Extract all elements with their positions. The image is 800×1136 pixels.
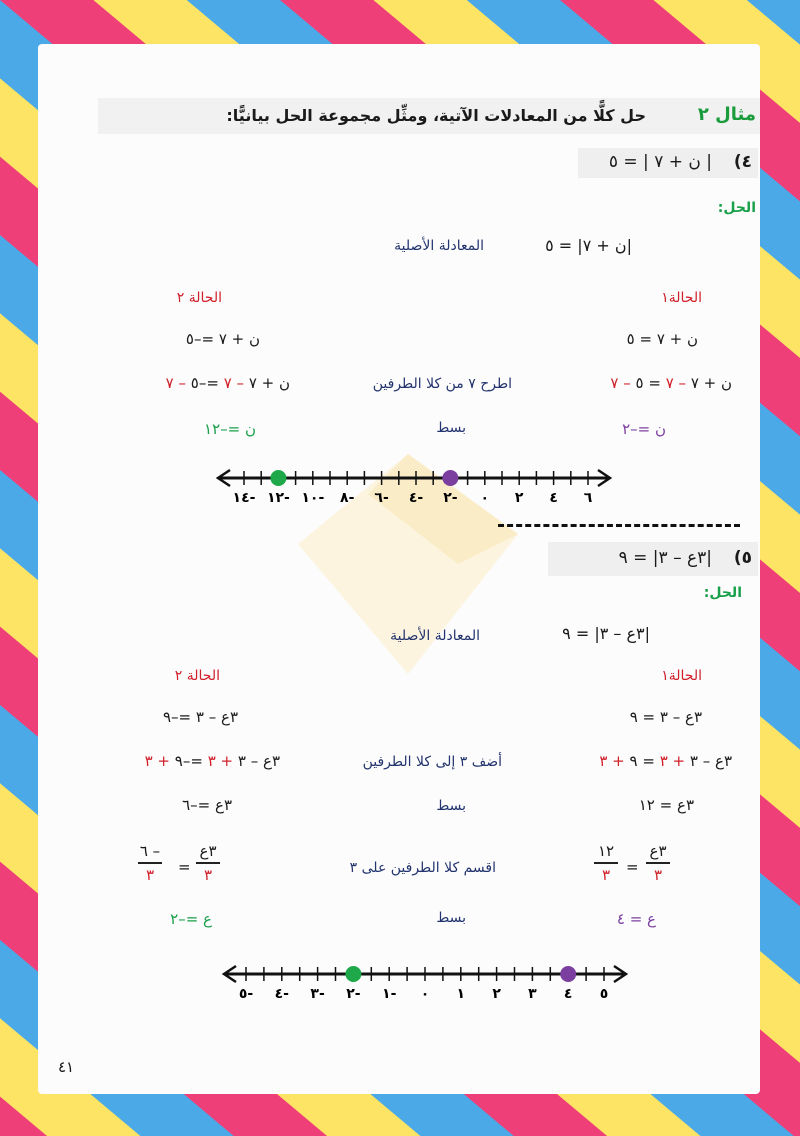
tick-label: ٤- (274, 986, 289, 1002)
p4-c1-l2a: ن + ٧ (690, 374, 732, 392)
p5-c1-lhs-num: ٣ع (649, 842, 667, 860)
p5-case2-result: ع =–٢ (170, 910, 212, 928)
p5-case2-frac-lhs (196, 842, 220, 884)
p5-step-simplify-1: بسط (436, 798, 466, 814)
fraction-bar (594, 862, 618, 864)
p5-case2-line3: ٣ع =–٦ (182, 796, 232, 814)
p5-c1-lhs-den: ٣ (653, 866, 663, 884)
problem5-solution-label: الحل: (703, 585, 742, 601)
p5-case1-frac-rhs (594, 842, 618, 884)
tick-label: ٤ (563, 986, 573, 1002)
tick-label: ١٠- (301, 490, 325, 506)
p4-case1-line2 (610, 374, 732, 392)
tick-label: ١٢- (266, 490, 290, 506)
p5-case1-frac-lhs (646, 842, 670, 884)
tick-label: ٢- (346, 986, 361, 1002)
tick-label: ٣- (310, 986, 325, 1002)
p5-case1-title: الحالة١ (661, 668, 702, 684)
problem4-equation: | ن + ٧ | = ٥ (608, 152, 712, 172)
p5-c1-l2d: + ٣ (599, 752, 625, 770)
tick-label: ٥- (238, 986, 254, 1002)
p5-case2-line1: ٣ع – ٣ =–٩ (162, 708, 238, 726)
p5-c2-l2c: =–٩ (174, 752, 203, 770)
p5-case1-line3: ٣ع = ١٢ (638, 796, 694, 814)
p4-c2-l2d: – ٧ (165, 374, 186, 392)
p4-case2-line1: ن + ٧ =–٥ (185, 330, 260, 348)
problem5-number: ٥) (733, 548, 752, 568)
p4-step-subtract: اطرح ٧ من كلا الطرفين (372, 376, 512, 392)
example-label: مثال ٢ (697, 104, 756, 125)
p5-c2-l2a: ٣ع – ٣ (237, 752, 280, 770)
solution-point (345, 966, 361, 982)
p5-case2-frac-rhs (138, 842, 162, 884)
p5-step-simplify-2: بسط (436, 910, 466, 926)
worksheet-page (38, 44, 760, 1094)
p4-original-note: المعادلة الأصلية (394, 238, 484, 254)
p5-c1-l2b: + ٣ (659, 752, 686, 770)
fraction-bar (646, 862, 670, 864)
p5-step-divide: اقسم كلا الطرفين على ٣ (349, 860, 496, 876)
p5-case1-result: ع = ٤ (616, 910, 656, 928)
p4-case2-title: الحالة ٢ (176, 290, 222, 306)
p5-c1-rhs-den: ٣ (601, 866, 611, 884)
tick-label: ٢ (492, 986, 501, 1002)
p5-c1-rhs-num: ١٢ (597, 842, 615, 860)
p5-c2-rhs-den: ٣ (145, 866, 155, 884)
solution-point (442, 470, 458, 486)
fraction-bar (196, 862, 220, 864)
p5-c1-l2a: ٣ع – ٣ (689, 752, 732, 770)
p4-c2-l2b: – ٧ (223, 374, 245, 392)
p5-step-add: أضف ٣ إلى كلا الطرفين (362, 754, 502, 770)
p5-c2-rhs-num: ٦ – (139, 842, 161, 860)
solution-point (560, 966, 576, 982)
p5-case2-frac-eq: = (178, 858, 191, 876)
p4-case2-result: ن =–١٢ (204, 420, 256, 438)
tick-label: ٥ (599, 986, 609, 1002)
tick-label: ٠ (420, 986, 430, 1002)
tick-label: ٤ (549, 490, 558, 506)
p5-c2-l2d: + ٣ (144, 752, 170, 770)
problem5-equation: |٣ع – ٣| = ٩ (618, 548, 712, 568)
tick-label: ١ (456, 986, 466, 1002)
p5-c1-l2c: = ٩ (629, 752, 655, 770)
tick-label: ٣ (528, 986, 537, 1002)
p5-case1-line1: ٣ع – ٣ = ٩ (629, 708, 702, 726)
p5-c2-lhs-den: ٣ (203, 866, 213, 884)
p5-original-note: المعادلة الأصلية (390, 628, 480, 644)
p5-c2-lhs-num: ٣ع (199, 842, 217, 860)
fraction-bar (138, 862, 162, 864)
p4-c2-l2c: =–٥ (190, 374, 219, 392)
p5-case2-title: الحالة ٢ (174, 668, 220, 684)
problem4-number: ٤) (733, 152, 752, 172)
tick-label: ٤- (408, 490, 424, 506)
tick-label: ١٤- (232, 490, 256, 506)
p4-c1-l2d: – ٧ (610, 374, 631, 392)
solution-point (270, 470, 286, 486)
p4-case1-result: ن =–٢ (622, 420, 666, 438)
tick-label: ٨- (340, 490, 355, 506)
p4-step-simplify: بسط (436, 420, 466, 436)
p4-c2-l2a: ن + ٧ (248, 374, 290, 392)
instruction-text: حل كلًّا من المعادلات الآتية، ومثِّل مجموعة الحل بيانيًّا: (226, 106, 646, 125)
p5-case1-line2 (599, 752, 732, 770)
tick-label: ٠ (480, 490, 490, 506)
tick-label: ١- (382, 986, 397, 1002)
p5-c2-l2b: + ٣ (207, 752, 234, 770)
page-number: ٤١ (58, 1058, 75, 1076)
problem4-solution-label: الحل: (717, 200, 756, 216)
p5-original-equation: |٣ع – ٣| = ٩ (562, 624, 650, 643)
p4-case2-line2 (166, 374, 290, 392)
p4-c1-l2c: = ٥ (635, 374, 661, 392)
p4-case1-line1: ن + ٧ = ٥ (626, 330, 698, 348)
p5-case2-line2 (145, 752, 280, 770)
section-separator (498, 524, 740, 527)
p4-c1-l2b: – ٧ (665, 374, 687, 392)
tick-label: ٢ (514, 490, 524, 506)
p4-case1-title: الحالة١ (661, 290, 702, 306)
p4-original-equation: |ن + ٧| = ٥ (545, 236, 632, 255)
p4-number-line (214, 460, 614, 520)
tick-label: ٢- (443, 490, 458, 506)
p5-number-line (220, 956, 630, 1016)
p5-case1-frac-eq: = (626, 858, 639, 876)
tick-label: ٦- (374, 490, 389, 506)
tick-label: ٦ (583, 490, 593, 506)
